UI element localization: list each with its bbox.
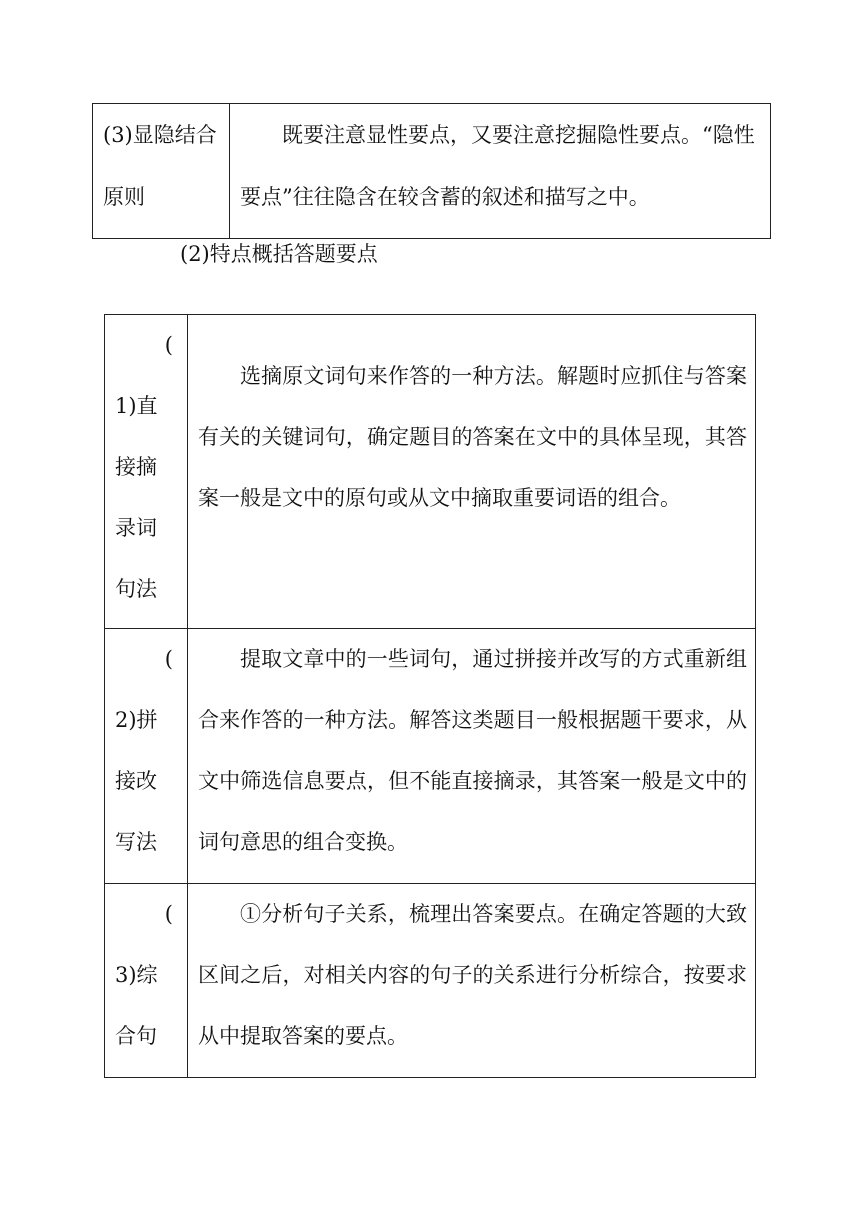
method-content: ①分析句子关系，梳理出答案要点。在确定答题的大致区间之后，对相关内容的句子的关系进行分析综合，按要求从中提取答案的要点。 [198, 902, 747, 1048]
table-row [105, 315, 756, 629]
principle-table [92, 103, 771, 239]
table-row [105, 884, 756, 1078]
label-paren: ( [164, 333, 173, 357]
principle-content: 既要注意显性要点，又要注意挖掘隐性要点。“隐性要点”往往隐含在较含蓄的叙述和描写之中。 [240, 123, 755, 209]
label-paren: ( [164, 647, 173, 671]
principle-label: (3)显隐结合原则 [103, 123, 217, 209]
principle-content-cell [230, 104, 771, 239]
method-label-cell [105, 315, 188, 629]
method-label: 2)拼接改写法 [115, 708, 158, 854]
section-subheading: (2)特点概括答题要点 [180, 242, 378, 266]
method-content: 提取文章中的一些词句，通过拼接并改写的方式重新组合来作答的一种方法。解答这类题目一般根据题干要求，从文中筛选信息要点，但不能直接摘录，其答案一般是文中的词句意思的组合变换。 [198, 647, 747, 854]
principle-label-cell [93, 104, 230, 239]
method-label: 1)直接摘录词句法 [115, 394, 158, 601]
method-content-cell [188, 884, 756, 1078]
method-content: 选摘原文词句来作答的一种方法。解题时应抓住与答案有关的关键词句，确定题目的答案在文中的具体呈现，其答案一般是文中的原句或从文中摘取重要词语的组合。 [198, 364, 747, 510]
table-row [105, 629, 756, 884]
method-label-cell [105, 884, 188, 1078]
table-row [93, 104, 771, 239]
label-paren: ( [164, 902, 173, 926]
method-label-cell [105, 629, 188, 884]
method-table [104, 314, 756, 1078]
method-content-cell [188, 629, 756, 884]
method-label: 3)综合句 [115, 963, 158, 1048]
method-content-cell [188, 315, 756, 629]
